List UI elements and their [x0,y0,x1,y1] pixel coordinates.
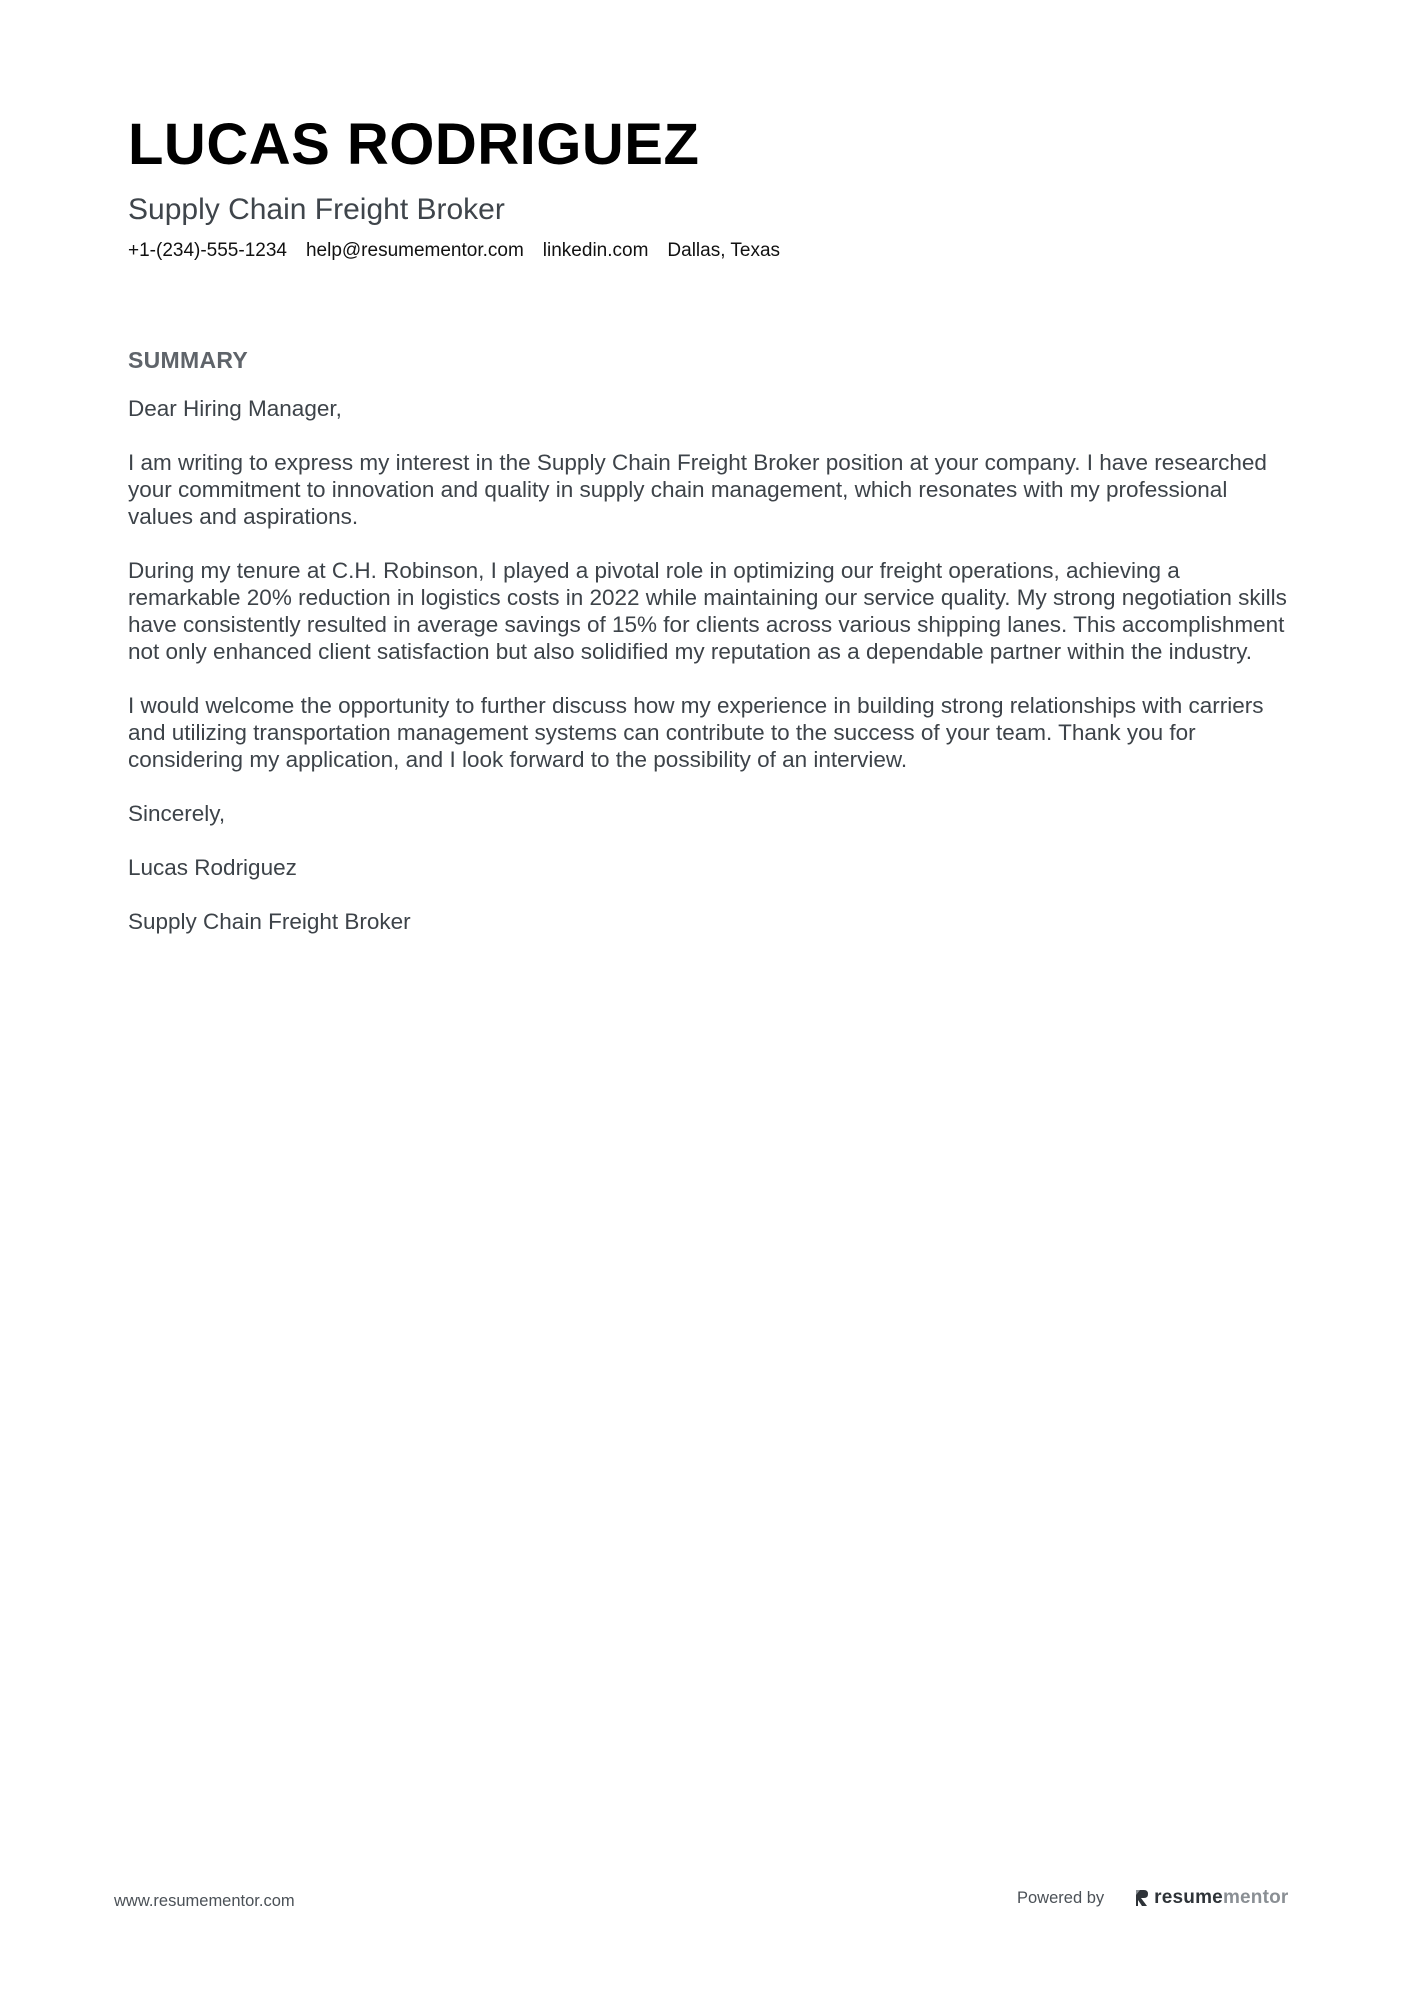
resumementor-logo[interactable] [1134,1887,1288,1909]
phone-number: +1-(234)-555-1234 [128,240,287,261]
summary-section [128,345,1298,962]
location: Dallas, Texas [667,240,781,261]
signature-name: Lucas Rodriguez [128,855,297,880]
header [128,110,1288,264]
signature-title: Supply Chain Freight Broker [128,909,411,934]
section-heading-summary: SUMMARY [128,347,249,373]
footer-website[interactable]: www.resumementor.com [114,1892,295,1910]
body-paragraph-experience: During my tenure at C.H. Robinson, I played a pivotal role in optimizing our freight operations, achieving a remarkable 20% reduction in logistics costs in 2022 while maintaining our service quality. My strong negotiation skills have consistently resulted in average savings of 15% for clients across various shipping lanes. This accomplishment not only enhanced client satisfaction but also solidified my reputation as a dependable partner within the industry. [128,558,1287,664]
resumementor-logo-icon [1134,1888,1150,1908]
linkedin-link[interactable]: linkedin.com [542,240,649,261]
body-paragraph-intro: I am writing to express my interest in the Supply Chain Freight Broker position at your company. I have researched your commitment to innovation and quality in supply chain management, which resonates with my professional values and aspirations. [128,450,1267,529]
email-address[interactable]: help@resumementor.com [305,240,524,261]
powered-by-label: Powered by [1017,1888,1105,1907]
salutation: Dear Hiring Manager, [128,396,342,421]
sign-off: Sincerely, [128,801,226,826]
candidate-name: LUCAS RODRIGUEZ [128,112,700,177]
brand-text-mentor: mentor [1222,1887,1289,1908]
job-title: Supply Chain Freight Broker [128,193,505,226]
contact-info [128,238,1288,264]
brand-text-resume: resume [1154,1887,1223,1908]
body-paragraph-closing: I would welcome the opportunity to further discuss how my experience in building strong relationships with carriers and utilizing transportation management systems can contribute to the success of your team. Thank you for considering my application, and I look forward to the possibility of an interview. [128,693,1264,772]
footer-branding [1017,1887,1289,1909]
